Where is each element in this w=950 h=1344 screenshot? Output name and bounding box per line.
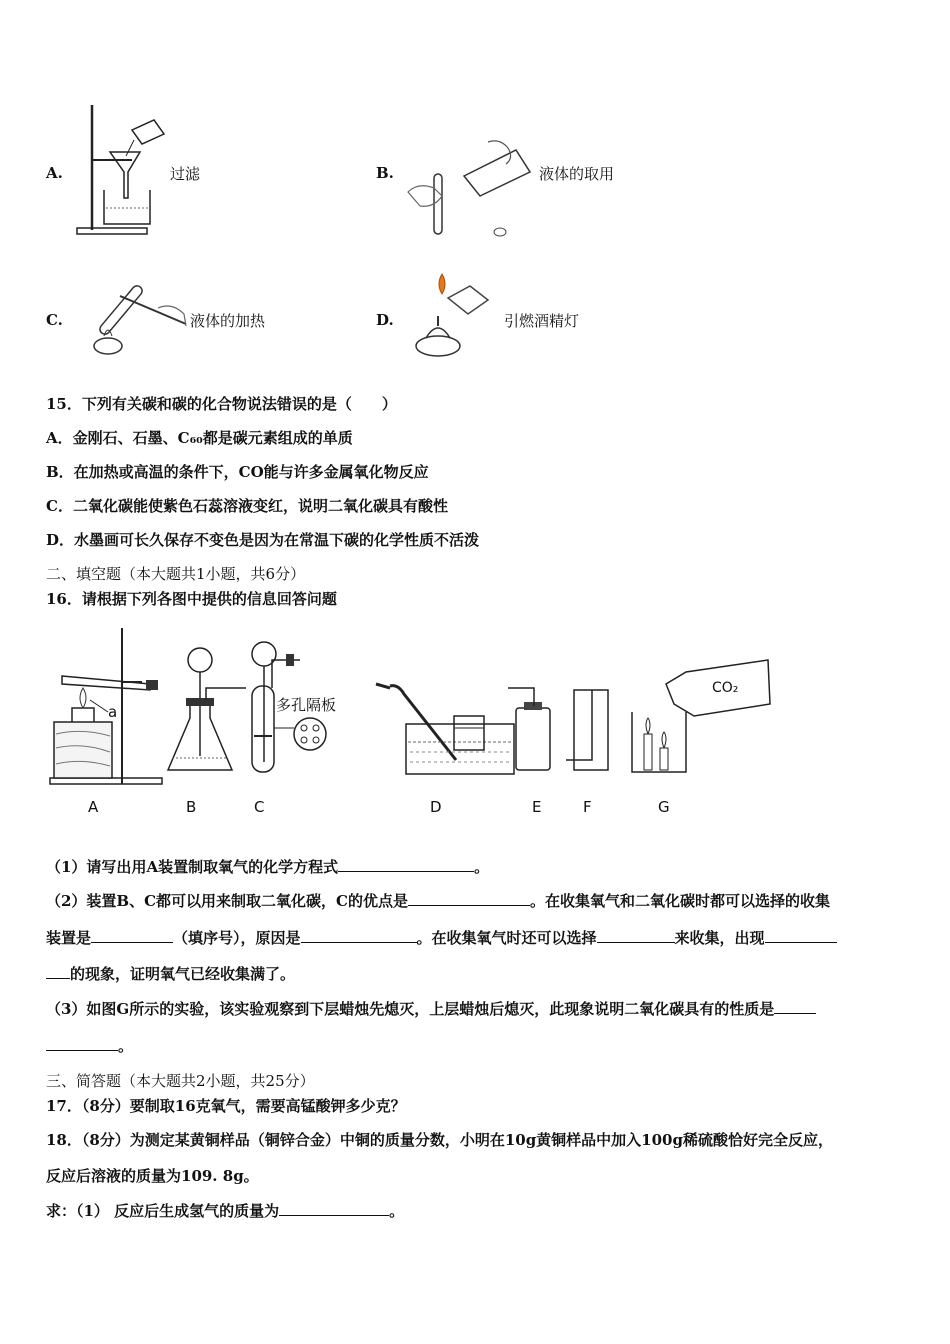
q18-line3	[46, 1201, 404, 1221]
option-c-letter: C.	[46, 311, 63, 329]
figure-label-g: G	[658, 798, 670, 816]
q18-line1: 18．（8分）为测定某黄铜样品（铜锌合金）中铜的质量分数，小明在10g黄铜样品中加入100g稀硫酸恰好完全反应，	[46, 1131, 833, 1149]
q15-stem: 15．下列有关碳和碳的化合物说法错误的是（ ）	[46, 395, 397, 413]
liquid-pouring-figure	[404, 136, 538, 240]
q16-part2-text-b: 。在收集氧气和二氧化碳时都可以选择的收集	[530, 892, 831, 910]
q16-part3-end: 。	[118, 1037, 134, 1055]
q18-line3-text: 求：（1） 反应后生成氢气的质量为	[46, 1202, 280, 1220]
q16-part3-blank-cont[interactable]	[46, 1036, 118, 1051]
q16-part1	[46, 857, 489, 877]
section3-title: 三、简答题（本大题共2小题，共25分）	[46, 1072, 315, 1090]
q16-part3-blank[interactable]	[774, 999, 816, 1014]
q16-stem: 16．请根据下列各图中提供的信息回答问题	[46, 590, 337, 608]
q16-part2-line1	[46, 891, 830, 911]
q16-part2-blank-advantage[interactable]	[408, 891, 530, 906]
figure-label-f: F	[583, 798, 592, 816]
q18-blank[interactable]	[279, 1201, 389, 1216]
apparatus-figure	[46, 624, 776, 794]
q15-option-a: A．金刚石、石墨、C₆₀都是碳元素组成的单质	[46, 429, 353, 447]
option-d-label: 引燃酒精灯	[504, 312, 580, 330]
filtration-figure	[72, 100, 172, 240]
q18-line2: 反应后溶液的质量为109. 8g。	[46, 1167, 259, 1185]
q16-part2-text-d: （填序号），原因是	[173, 929, 301, 947]
q16-part1-text: （1）请写出用A装置制取氧气的化学方程式	[46, 858, 339, 876]
q16-part2-text-a: （2）装置B、C都可以用来制取二氧化碳，C的优点是	[46, 892, 408, 910]
option-b-letter: B.	[376, 164, 394, 182]
q16-part3-line2	[46, 1036, 133, 1056]
figure-label-c: C	[254, 798, 265, 816]
option-d-letter: D.	[376, 311, 394, 329]
q16-part2-blank-phenomenon-cont[interactable]	[46, 964, 70, 979]
q16-part1-end: 。	[474, 858, 490, 876]
q16-part3-line1	[46, 999, 816, 1019]
figure-label-d: D	[430, 798, 442, 816]
q15-option-c: C．二氧化碳能使紫色石蕊溶液变红，说明二氧化碳具有酸性	[46, 497, 448, 515]
q16-part2-text-c: 装置是	[46, 929, 92, 947]
option-b-label: 液体的取用	[539, 165, 615, 183]
q16-part2-blank-method[interactable]	[597, 928, 675, 943]
option-a-letter: A.	[46, 164, 63, 182]
q15-option-d: D．水墨画可长久保存不变色是因为在常温下碳的化学性质不活泼	[46, 531, 480, 549]
q16-part2-text-e: 。在收集氧气时还可以选择	[416, 929, 597, 947]
q16-part2-blank-reason[interactable]	[301, 928, 417, 943]
q16-part2-line3	[46, 964, 295, 984]
q16-part2-blank-phenomenon[interactable]	[765, 928, 837, 943]
q16-part2-text-f: 来收集，出现	[674, 929, 765, 947]
q16-part1-blank[interactable]	[338, 857, 474, 872]
option-a-label: 过滤	[170, 165, 201, 183]
annot-co2: CO₂	[712, 680, 739, 696]
annot-a: a	[108, 703, 118, 721]
q16-part3-text: （3）如图G所示的实验，该实验观察到下层蜡烛先熄灭，上层蜡烛后熄灭，此现象说明二氧化碳具有的性质是	[46, 1000, 775, 1018]
figure-label-a: A	[88, 798, 99, 816]
q18-end: 。	[389, 1202, 405, 1220]
liquid-heating-figure	[86, 262, 192, 360]
q16-part2-blank-device[interactable]	[91, 928, 173, 943]
ignite-lamp-figure	[408, 270, 504, 360]
annot-perforated-plate: 多孔隔板	[276, 696, 337, 714]
section2-title: 二、填空题（本大题共1小题，共6分）	[46, 565, 306, 583]
q16-part2-line2	[46, 928, 837, 948]
figure-label-e: E	[532, 798, 542, 816]
q15-option-b: B．在加热或高温的条件下，CO能与许多金属氧化物反应	[46, 463, 429, 481]
q17-text: 17．（8分）要制取16克氧气，需要高锰酸钾多少克？	[46, 1097, 406, 1115]
option-c-label: 液体的加热	[190, 312, 266, 330]
q16-part2-text-g: 的现象，证明氧气已经收集满了。	[70, 965, 296, 983]
figure-label-b: B	[186, 798, 197, 816]
